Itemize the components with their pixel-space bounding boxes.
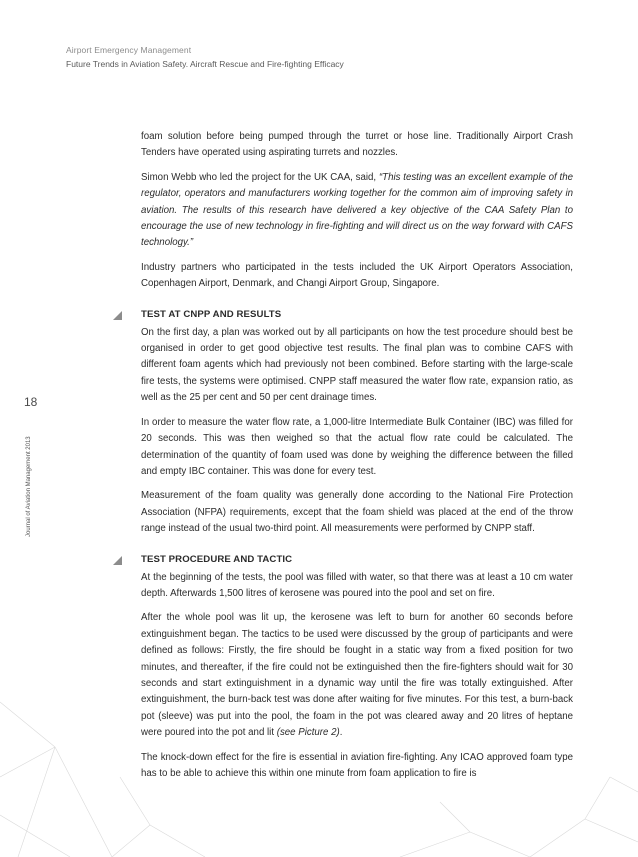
picture-reference: (see Picture 2) bbox=[276, 727, 340, 739]
paragraph-extinguishment-tactics bbox=[141, 610, 573, 741]
paragraph-foam-solution: foam solution before being pumped through the turret or hose line. Traditionally Airport Crash Tenders have operated using aspirating turrets and nozzles. bbox=[141, 131, 573, 159]
section-heading-text: TEST PROCEDURE AND TACTIC bbox=[141, 553, 293, 565]
paragraph-simon-webb-quote bbox=[141, 170, 573, 252]
journal-section-title: Airport Emergency Management bbox=[66, 45, 192, 55]
running-header bbox=[66, 44, 586, 70]
triangle-marker-icon bbox=[113, 556, 122, 565]
paragraph-industry-partners: Industry partners who participated in the tests included the UK Airport Operators Association, Copenhagen Airport, Denmark, and Changi Airport Group, Singapore. bbox=[141, 261, 573, 290]
quote-text: “This testing was an excellent example of the regulator, operators and manufacturers working together for the common aim of improving safety in aviation. The results of this research have delivered a key objective of the CAA Safety Plan to encourage the use of new technology in fire-fighting and will direct us on the way forward with CAFS technology.” bbox=[141, 171, 574, 249]
paragraph-water-flow-rate: In order to measure the water flow rate, a 1,000-litre Intermediate Bulk Container (IBC) was filled for 20 seconds. This was then weighed so that the actual flow rate could be calculated. The determination of the quantity of foam used was done by weighing the difference between the filled and empty IBC container. This was done for every test. bbox=[141, 416, 573, 477]
triangle-marker-icon bbox=[113, 311, 122, 320]
article-title: Future Trends in Aviation Safety. Aircraft Rescue and Fire-fighting Efficacy bbox=[66, 59, 344, 69]
paragraph-knock-down-effect: The knock-down effect for the fire is essential in aviation fire-fighting. Any ICAO approved foam type has to be able to achieve this within one minute from foam application to fire is bbox=[141, 751, 573, 779]
paragraph-first-day-plan: On the first day, a plan was worked out by all participants on how the test procedure should best be organised in order to get good objective test results. The final plan was to combine CAFS with different foam agents which had previously not been combined. Before starting with the large-scale fire tests, the systems were optimised. CNPP staff measured the water flow rate, expansion ratio, as well as the 25 per cent and 50 per cent drainage times. bbox=[141, 326, 573, 404]
paragraph-foam-quality: Measurement of the foam quality was generally done according to the National Fire Protection Association (NFPA) requirements, except that the foam shield was placed at the end of the throw range instead of the usual two-third point. All measurements were performed by CNPP staff. bbox=[141, 490, 573, 535]
article-body bbox=[141, 129, 573, 790]
paragraph-beginning-of-tests: At the beginning of the tests, the pool was filled with water, so that there was at least a 10 cm water depth. Afterwards 1,500 litres of kerosene was poured into the pool and set on fire. bbox=[141, 571, 573, 599]
section-heading-test-procedure bbox=[141, 552, 573, 568]
journal-name-text: Journal of Aviation Management 2013 bbox=[26, 436, 32, 537]
tactics-text: After the whole pool was lit up, the kerosene was left to burn for another 60 seconds before extinguishment began. The tactics to be used were discussed by the group of participants and were defined as follows: Firstly, the fire should be fought in a static way from a fixed position for two minutes, and thereafter, if the fire could not be extinguished then the fire-fighters should wait for 30 seconds and start extinguishment in a dynamic way until the fire was totally extinguished. After extinguishment, the burn-back test was done after waiting for five minutes. For this test, a burn-back pot (sleeve) was put into the pool, the foam in the pot was cleared away and 20 litres of heptane were poured into the pot and lit bbox=[141, 612, 573, 739]
tactics-text-end: . bbox=[339, 727, 343, 739]
section-heading-test-at-cnpp bbox=[141, 307, 573, 323]
quote-intro: Simon Webb who led the project for the UK CAA, said, bbox=[141, 171, 379, 183]
section-heading-text: TEST AT CNPP AND RESULTS bbox=[141, 308, 282, 320]
page-number: 18 bbox=[24, 395, 38, 409]
